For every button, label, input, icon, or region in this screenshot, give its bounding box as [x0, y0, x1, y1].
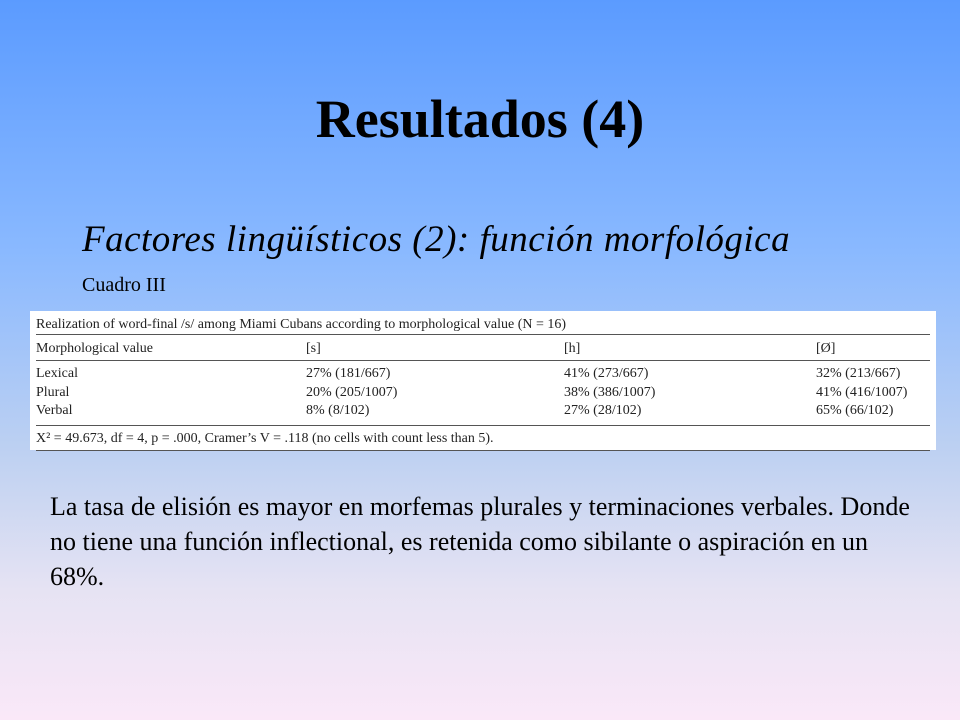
table-footnote: X² = 49.673, df = 4, p = .000, Cramer’s V = .118 (no cells with count less than 5). — [36, 428, 930, 451]
header-h: [h] — [564, 341, 581, 356]
table-cell: 27% (28/102) — [564, 403, 642, 418]
table-cell: Lexical — [36, 366, 78, 381]
table-cell: Verbal — [36, 403, 73, 418]
slide-subtitle: Factores lingüísticos (2): función morfológica — [82, 219, 791, 260]
slide-title: Resultados (4) — [315, 89, 645, 149]
table-caption: Cuadro III — [82, 274, 166, 296]
table-cell: Plural — [36, 384, 70, 400]
header-s: [s] — [306, 341, 321, 356]
table-header-row — [36, 338, 930, 361]
table-body — [36, 361, 930, 426]
header-zero: [Ø] — [816, 341, 836, 356]
header-morphological-value: Morphological value — [36, 341, 154, 356]
table-cell: 27% (181/667) — [306, 366, 391, 381]
results-table — [30, 311, 936, 450]
table-cell: 41% (416/1007) — [816, 384, 908, 400]
table-cell: 20% (205/1007) — [306, 384, 398, 400]
table-cell: 32% (213/667) — [816, 366, 901, 381]
table-cell: 41% (273/667) — [564, 366, 649, 381]
table-row — [36, 384, 930, 403]
table-row — [36, 402, 930, 421]
table-row — [36, 365, 930, 384]
table-cell: 38% (386/1007) — [564, 384, 656, 400]
table-cell: 65% (66/102) — [816, 403, 894, 418]
slide-body-text: La tasa de elisión es mayor en morfemas plurales y terminaciones verbales. Donde no tiene una función inflectional, es retenida como sibilante o aspiración en un 68%. — [50, 492, 910, 591]
table-cell: 8% (8/102) — [306, 403, 370, 418]
table-title: Realization of word-final /s/ among Miami Cubans according to morphological value (N = 16) — [36, 315, 930, 335]
